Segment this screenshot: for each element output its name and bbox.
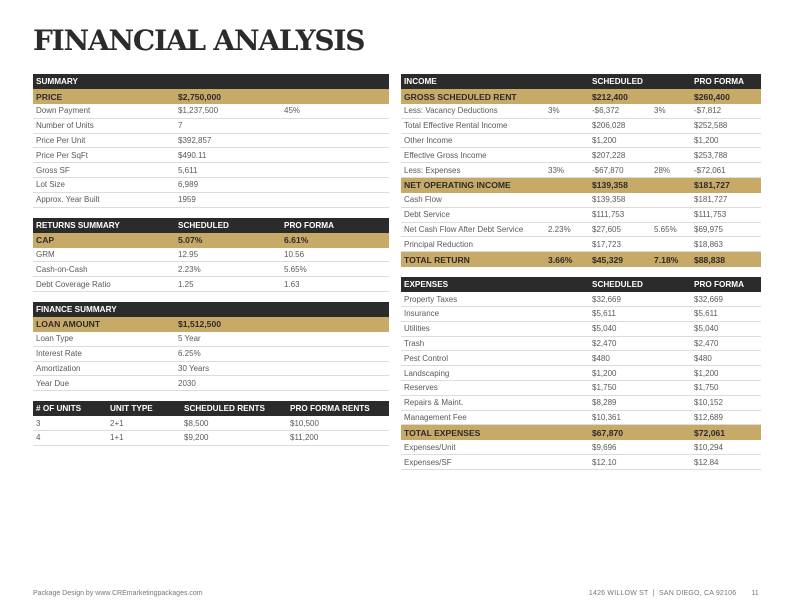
noi-row: NET OPERATING INCOME $139,358 $181,727 — [401, 178, 761, 193]
summary-row-label: Price Per SqFt — [36, 150, 89, 160]
finance-row — [33, 332, 389, 347]
summary-row-value: 5,611 — [178, 165, 198, 175]
finance-table — [33, 302, 389, 391]
cash-flow-row-label: Net Cash Flow After Debt Service — [404, 224, 524, 234]
cap-row: CAP 5.07% 6.61% — [33, 233, 389, 248]
summary-row-value: $392,857 — [178, 135, 212, 145]
income-row-scheduled: -$6,372 — [592, 106, 620, 116]
cash-flow-rows — [401, 193, 761, 252]
returns-row-label: Debt Coverage Ratio — [36, 279, 111, 289]
expense-row-scheduled: $2,470 — [592, 338, 617, 348]
returns-row-proforma: 5.65% — [284, 264, 307, 274]
summary-header: SUMMARY — [33, 74, 389, 89]
summary-row-extra: 45% — [284, 106, 301, 116]
income-row-label: Less: Expenses — [404, 165, 461, 175]
income-row — [401, 104, 761, 119]
cash-flow-row — [401, 237, 761, 252]
price-label: PRICE — [36, 91, 63, 102]
income-row-label: Total Effective Rental Income — [404, 121, 508, 131]
income-row-label: Effective Gross Income — [404, 150, 487, 160]
summary-row-value: $1,237,500 — [178, 106, 219, 116]
expense-row — [401, 381, 761, 396]
footer-address: 1426 WILLOW ST | SAN DIEGO, CA 92106 11 — [588, 590, 759, 597]
expense-row — [401, 322, 761, 337]
unit-row-scheduled: $8,500 — [184, 418, 209, 428]
summary-table — [33, 74, 389, 208]
income-row-scheduled: -$67,870 — [592, 165, 624, 175]
summary-row-label: Price Per Unit — [36, 135, 86, 145]
expense-row — [401, 396, 761, 411]
income-table — [401, 74, 761, 267]
finance-row — [33, 362, 389, 377]
expense-per-row-scheduled: $12.10 — [592, 457, 617, 467]
expense-row-proforma: $32,669 — [694, 294, 723, 304]
cash-flow-row-proforma: $18,863 — [694, 239, 723, 249]
income-row-proforma: $1,200 — [694, 135, 719, 145]
expense-row — [401, 292, 761, 307]
cash-flow-row-scheduled: $17,723 — [592, 239, 621, 249]
cash-flow-row-pct1: 2.23% — [548, 224, 571, 234]
expense-row-scheduled: $1,200 — [592, 368, 617, 378]
expense-row — [401, 411, 761, 426]
expense-row — [401, 351, 761, 366]
income-row-pct1: 3% — [548, 106, 560, 116]
returns-row-proforma: 1.63 — [284, 279, 300, 289]
expenses-table — [401, 277, 761, 470]
income-row-pct1: 33% — [548, 165, 565, 175]
expense-row-proforma: $1,750 — [694, 383, 719, 393]
expense-row-scheduled: $10,361 — [592, 412, 621, 422]
income-header: INCOME SCHEDULED PRO FORMA — [401, 74, 761, 89]
returns-table — [33, 218, 389, 292]
expense-per-row — [401, 440, 761, 455]
expense-row-proforma: $480 — [694, 353, 712, 363]
unit-row-type: 1+1 — [110, 433, 124, 443]
unit-row-scheduled: $9,200 — [184, 433, 209, 443]
summary-row — [33, 104, 389, 119]
returns-row-scheduled: 2.23% — [178, 264, 201, 274]
expense-row-scheduled: $8,289 — [592, 398, 617, 408]
unit-row — [33, 416, 389, 431]
expense-per-rows — [401, 440, 761, 470]
summary-row-value: 6,989 — [178, 180, 199, 190]
income-row — [401, 148, 761, 163]
expense-row-scheduled: $5,040 — [592, 324, 617, 334]
summary-row-label: Down Payment — [36, 106, 91, 116]
cash-flow-row-scheduled: $111,753 — [592, 210, 625, 220]
expense-row-proforma: $2,470 — [694, 338, 719, 348]
finance-header: FINANCE SUMMARY — [33, 302, 389, 317]
finance-row — [33, 376, 389, 391]
footer-credit: Package Design by www.CREmarketingpackages.com — [33, 590, 203, 597]
expense-per-row-label: Expenses/Unit — [404, 442, 456, 452]
finance-rows — [33, 332, 389, 391]
summary-row — [33, 119, 389, 134]
summary-row-value: $490.11 — [178, 150, 207, 160]
summary-row-label: Gross SF — [36, 165, 70, 175]
finance-row-value: 5 Year — [178, 334, 201, 344]
loan-amount-row: LOAN AMOUNT $1,512,500 — [33, 317, 389, 332]
returns-row — [33, 262, 389, 277]
returns-row — [33, 277, 389, 292]
cash-flow-row-label: Cash Flow — [404, 195, 442, 205]
returns-row-scheduled: 1.25 — [178, 279, 194, 289]
unit-row — [33, 431, 389, 446]
income-row-proforma: -$7,812 — [694, 106, 722, 116]
finance-row-label: Year Due — [36, 378, 70, 388]
cash-flow-row-scheduled: $27,605 — [592, 224, 621, 234]
expense-row-proforma: $1,200 — [694, 368, 719, 378]
income-row-scheduled: $206,028 — [592, 121, 626, 131]
returns-row-label: GRM — [36, 249, 55, 259]
income-row — [401, 134, 761, 149]
summary-row — [33, 178, 389, 193]
expense-row — [401, 337, 761, 352]
unit-row-count: 4 — [36, 433, 41, 443]
finance-row-label: Amortization — [36, 363, 81, 373]
expense-row-label: Utilities — [404, 324, 430, 334]
expense-row-scheduled: $480 — [592, 353, 610, 363]
cash-flow-row-proforma: $69,975 — [694, 224, 723, 234]
unit-row-count: 3 — [36, 418, 41, 428]
expense-per-row-label: Expenses/SF — [404, 457, 452, 467]
income-row-pct2: 28% — [654, 165, 671, 175]
returns-row-scheduled: 12.95 — [178, 249, 199, 259]
returns-row-proforma: 10.56 — [284, 249, 305, 259]
units-table — [33, 401, 389, 446]
summary-row-value: 1959 — [178, 195, 196, 205]
expense-row — [401, 307, 761, 322]
gross-rent-row: GROSS SCHEDULED RENT $212,400 $260,400 — [401, 89, 761, 104]
finance-row-value: 30 Years — [178, 363, 210, 373]
income-row-scheduled: $207,228 — [592, 150, 626, 160]
cash-flow-row — [401, 193, 761, 208]
expense-row-label: Trash — [404, 338, 425, 348]
unit-row-type: 2+1 — [110, 418, 124, 428]
summary-row-value: 7 — [178, 121, 183, 131]
finance-row — [33, 347, 389, 362]
left-column — [33, 74, 389, 456]
expense-row-label: Management Fee — [404, 412, 467, 422]
summary-row — [33, 193, 389, 208]
summary-row — [33, 134, 389, 149]
income-row-proforma: $252,588 — [694, 121, 728, 131]
income-row — [401, 119, 761, 134]
income-row-proforma: -$72,061 — [694, 165, 726, 175]
page-title: FINANCIAL ANALYSIS — [33, 24, 365, 57]
income-row-scheduled: $1,200 — [592, 135, 617, 145]
expense-row-proforma: $5,611 — [694, 309, 718, 319]
cash-flow-row-label: Principal Reduction — [404, 239, 473, 249]
finance-row-value: 2030 — [178, 378, 196, 388]
summary-row — [33, 163, 389, 178]
finance-row-label: Interest Rate — [36, 349, 82, 359]
expense-row-label: Repairs & Maint. — [404, 398, 464, 408]
expense-row-label: Reserves — [404, 383, 438, 393]
expense-row-proforma: $12,689 — [694, 412, 723, 422]
expense-row-label: Insurance — [404, 309, 440, 319]
summary-row-label: Lot Size — [36, 180, 65, 190]
expense-rows — [401, 292, 761, 425]
total-return-row: TOTAL RETURN 3.66% $45,329 7.18% $88,838 — [401, 252, 761, 267]
unit-row-proforma: $11,200 — [290, 433, 319, 443]
summary-row-label: Approx. Year Built — [36, 195, 100, 205]
expense-row-scheduled: $1,750 — [592, 383, 617, 393]
income-row-label: Less: Vacancy Deductions — [404, 106, 498, 116]
expense-row-label: Pest Control — [404, 353, 449, 363]
cash-flow-row-proforma: $181,727 — [694, 195, 728, 205]
summary-rows — [33, 104, 389, 208]
returns-row — [33, 248, 389, 263]
expense-per-row — [401, 455, 761, 470]
total-expenses-row: TOTAL EXPENSES $67,870 $72,061 — [401, 425, 761, 440]
summary-row — [33, 148, 389, 163]
returns-rows — [33, 248, 389, 292]
unit-row-proforma: $10,500 — [290, 418, 319, 428]
income-row-pct2: 3% — [654, 106, 666, 116]
expense-row — [401, 366, 761, 381]
income-rows — [401, 104, 761, 178]
expense-per-row-scheduled: $9,696 — [592, 442, 617, 452]
units-rows — [33, 416, 389, 446]
expense-row-proforma: $5,040 — [694, 324, 719, 334]
returns-row-label: Cash-on-Cash — [36, 264, 88, 274]
finance-row-label: Loan Type — [36, 334, 74, 344]
cash-flow-row-proforma: $111,753 — [694, 210, 727, 220]
units-header: # OF UNITS UNIT TYPE SCHEDULED RENTS PRO FORMA RENTS — [33, 401, 389, 416]
finance-row-value: 6.25% — [178, 349, 201, 359]
expense-row-scheduled: $5,611 — [592, 309, 616, 319]
right-column — [401, 74, 761, 480]
income-row — [401, 163, 761, 178]
cash-flow-row-label: Debt Service — [404, 210, 450, 220]
expense-per-row-proforma: $12.84 — [694, 457, 719, 467]
price-value: $2,750,000 — [178, 91, 222, 102]
expense-row-scheduled: $32,669 — [592, 294, 621, 304]
returns-header: RETURNS SUMMARY SCHEDULED PRO FORMA — [33, 218, 389, 233]
expense-row-proforma: $10,152 — [694, 398, 723, 408]
summary-row-label: Number of Units — [36, 121, 94, 131]
cash-flow-row — [401, 223, 761, 238]
income-row-proforma: $253,788 — [694, 150, 728, 160]
expense-per-row-proforma: $10,294 — [694, 442, 723, 452]
expense-row-label: Property Taxes — [404, 294, 458, 304]
expense-row-label: Landscaping — [404, 368, 450, 378]
income-row-label: Other Income — [404, 135, 453, 145]
cash-flow-row-scheduled: $139,358 — [592, 195, 626, 205]
price-row — [33, 89, 389, 104]
cash-flow-row-pct2: 5.65% — [654, 224, 677, 234]
cash-flow-row — [401, 208, 761, 223]
expenses-header: EXPENSES SCHEDULED PRO FORMA — [401, 277, 761, 292]
